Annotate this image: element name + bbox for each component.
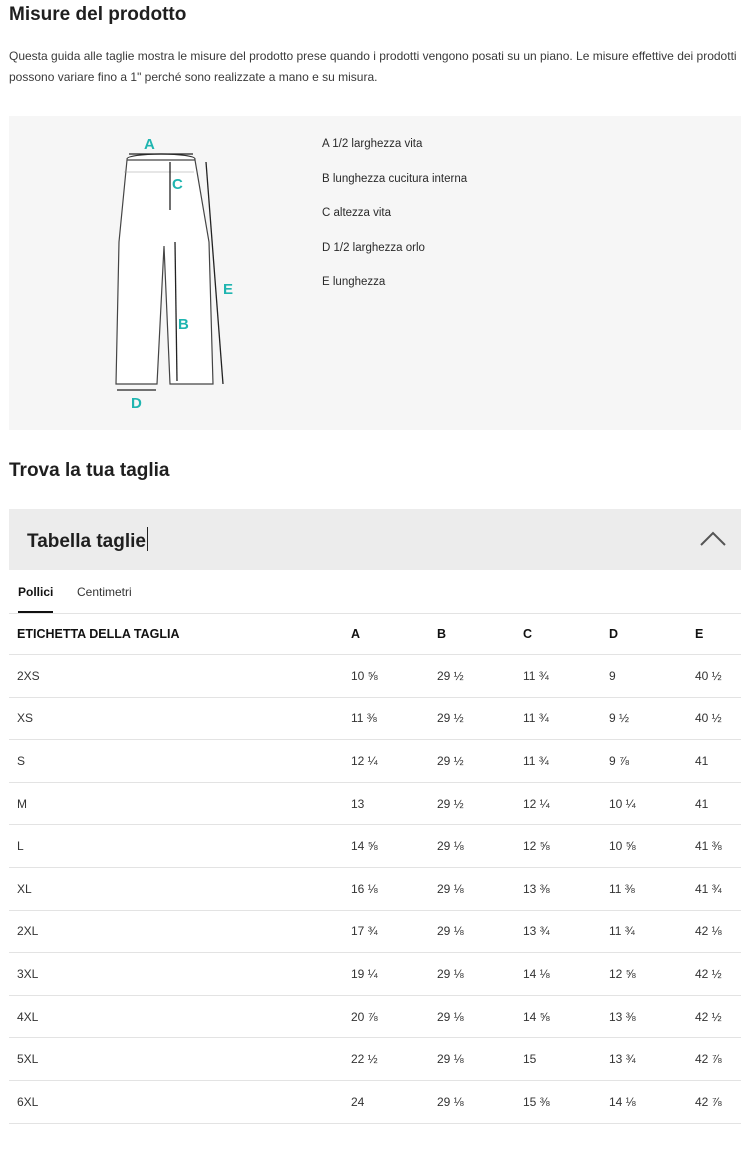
cell-b: 29 ⅛ <box>429 867 515 910</box>
cell-b: 29 ⅛ <box>429 995 515 1038</box>
size-label: 2XS <box>9 655 343 698</box>
cell-a: 16 ⅛ <box>343 867 429 910</box>
accordion-title: Tabella taglie <box>27 531 146 552</box>
table-row <box>9 740 741 783</box>
header-a: A <box>343 613 429 655</box>
size-label: L <box>9 825 343 868</box>
cell-a: 12 ¼ <box>343 740 429 783</box>
tab-pollici[interactable]: Pollici <box>18 585 53 613</box>
table-row <box>9 995 741 1038</box>
table-row <box>9 655 741 698</box>
cell-e: 41 ¾ <box>687 867 741 910</box>
cell-d: 10 ⅝ <box>601 825 687 868</box>
tab-centimetri[interactable]: Centimetri <box>77 585 132 599</box>
size-label: 6XL <box>9 1080 343 1123</box>
cell-a: 20 ⅞ <box>343 995 429 1038</box>
diagram-label-e: E <box>223 281 234 298</box>
header-e: E <box>687 613 741 655</box>
cell-c: 13 ⅜ <box>515 867 601 910</box>
cell-d: 12 ⅝ <box>601 953 687 996</box>
cell-b: 29 ½ <box>429 740 515 783</box>
size-label: XL <box>9 867 343 910</box>
legend-item-e: E lunghezza <box>322 276 386 288</box>
cell-e: 41 ⅜ <box>687 825 741 868</box>
cell-d: 14 ⅛ <box>601 1080 687 1123</box>
table-row <box>9 782 741 825</box>
cell-c: 12 ¼ <box>515 782 601 825</box>
table-row <box>9 1080 741 1123</box>
diagram-label-b: B <box>178 316 189 333</box>
header-c: C <box>515 613 601 655</box>
cell-e: 41 <box>687 740 741 783</box>
cell-a: 14 ⅝ <box>343 825 429 868</box>
cell-a: 19 ¼ <box>343 953 429 996</box>
table-row <box>9 697 741 740</box>
cell-d: 11 ¾ <box>601 910 687 953</box>
cell-e: 42 ½ <box>687 995 741 1038</box>
diagram-label-d: D <box>131 395 142 412</box>
cell-b: 29 ⅛ <box>429 910 515 953</box>
size-label: 4XL <box>9 995 343 1038</box>
cell-c: 15 ⅜ <box>515 1080 601 1123</box>
legend-item-d: D 1/2 larghezza orlo <box>322 241 425 254</box>
header-b: B <box>429 613 515 655</box>
cell-b: 29 ⅛ <box>429 1038 515 1081</box>
legend-item-c: C altezza vita <box>322 207 392 219</box>
cell-c: 11 ¾ <box>515 655 601 698</box>
size-label: 5XL <box>9 1038 343 1081</box>
cell-d: 9 ½ <box>601 697 687 740</box>
cell-c: 14 ⅛ <box>515 953 601 996</box>
page-title: Misure del prodotto <box>9 4 187 25</box>
size-label: 2XL <box>9 910 343 953</box>
measurement-guide-panel <box>9 116 741 430</box>
size-chart-accordion[interactable] <box>9 509 741 570</box>
cell-b: 29 ½ <box>429 655 515 698</box>
cell-a: 11 ⅜ <box>343 697 429 740</box>
table-row <box>9 910 741 953</box>
legend-item-b: B lunghezza cucitura interna <box>322 172 468 185</box>
size-label: 3XL <box>9 953 343 996</box>
cell-a: 17 ¾ <box>343 910 429 953</box>
cell-b: 29 ½ <box>429 697 515 740</box>
cell-e: 42 ⅞ <box>687 1080 741 1123</box>
cell-e: 42 ⅛ <box>687 910 741 953</box>
cell-d: 11 ⅜ <box>601 867 687 910</box>
accordion-header <box>27 527 148 553</box>
cell-c: 14 ⅝ <box>515 995 601 1038</box>
cell-e: 40 ½ <box>687 655 741 698</box>
cell-d: 13 ⅜ <box>601 995 687 1038</box>
cell-e: 40 ½ <box>687 697 741 740</box>
diagram-label-c: C <box>172 176 183 193</box>
table-row <box>9 953 741 996</box>
size-table <box>9 613 741 1124</box>
header-size-label: ETICHETTA DELLA TAGLIA <box>9 613 343 655</box>
cell-e: 41 <box>687 782 741 825</box>
cell-d: 13 ¾ <box>601 1038 687 1081</box>
text-cursor <box>147 527 148 551</box>
cell-b: 29 ½ <box>429 782 515 825</box>
cell-b: 29 ⅛ <box>429 953 515 996</box>
cell-c: 12 ⅝ <box>515 825 601 868</box>
legend-item-a: A 1/2 larghezza vita <box>322 138 423 150</box>
cell-a: 10 ⅝ <box>343 655 429 698</box>
cell-a: 22 ½ <box>343 1038 429 1081</box>
cell-d: 9 ⅞ <box>601 740 687 783</box>
cell-c: 13 ¾ <box>515 910 601 953</box>
table-row <box>9 1038 741 1081</box>
unit-tabs <box>9 577 741 614</box>
cell-a: 13 <box>343 782 429 825</box>
intro-text: Questa guida alle taglie mostra le misure del prodotto prese quando i prodotti vengono posati su un piano. Le misure effettive dei prodotti possono variare fino a 1" perché sono realizzate a mano e su misura. <box>9 49 737 84</box>
size-label: S <box>9 740 343 783</box>
size-label: M <box>9 782 343 825</box>
cell-d: 10 ¼ <box>601 782 687 825</box>
chevron-up-icon[interactable] <box>699 529 727 547</box>
cell-d: 9 <box>601 655 687 698</box>
pants-diagram <box>99 132 239 414</box>
cell-a: 24 <box>343 1080 429 1123</box>
find-size-title: Trova la tua taglia <box>9 460 170 481</box>
cell-b: 29 ⅛ <box>429 825 515 868</box>
cell-c: 15 <box>515 1038 601 1081</box>
table-row <box>9 825 741 868</box>
size-label: XS <box>9 697 343 740</box>
table-header-row <box>9 613 741 655</box>
diagram-label-a: A <box>144 136 155 153</box>
cell-c: 11 ¾ <box>515 740 601 783</box>
header-d: D <box>601 613 687 655</box>
cell-b: 29 ⅛ <box>429 1080 515 1123</box>
table-row <box>9 867 741 910</box>
cell-e: 42 ⅞ <box>687 1038 741 1081</box>
cell-e: 42 ½ <box>687 953 741 996</box>
measurement-legend <box>322 135 467 308</box>
cell-c: 11 ¾ <box>515 697 601 740</box>
